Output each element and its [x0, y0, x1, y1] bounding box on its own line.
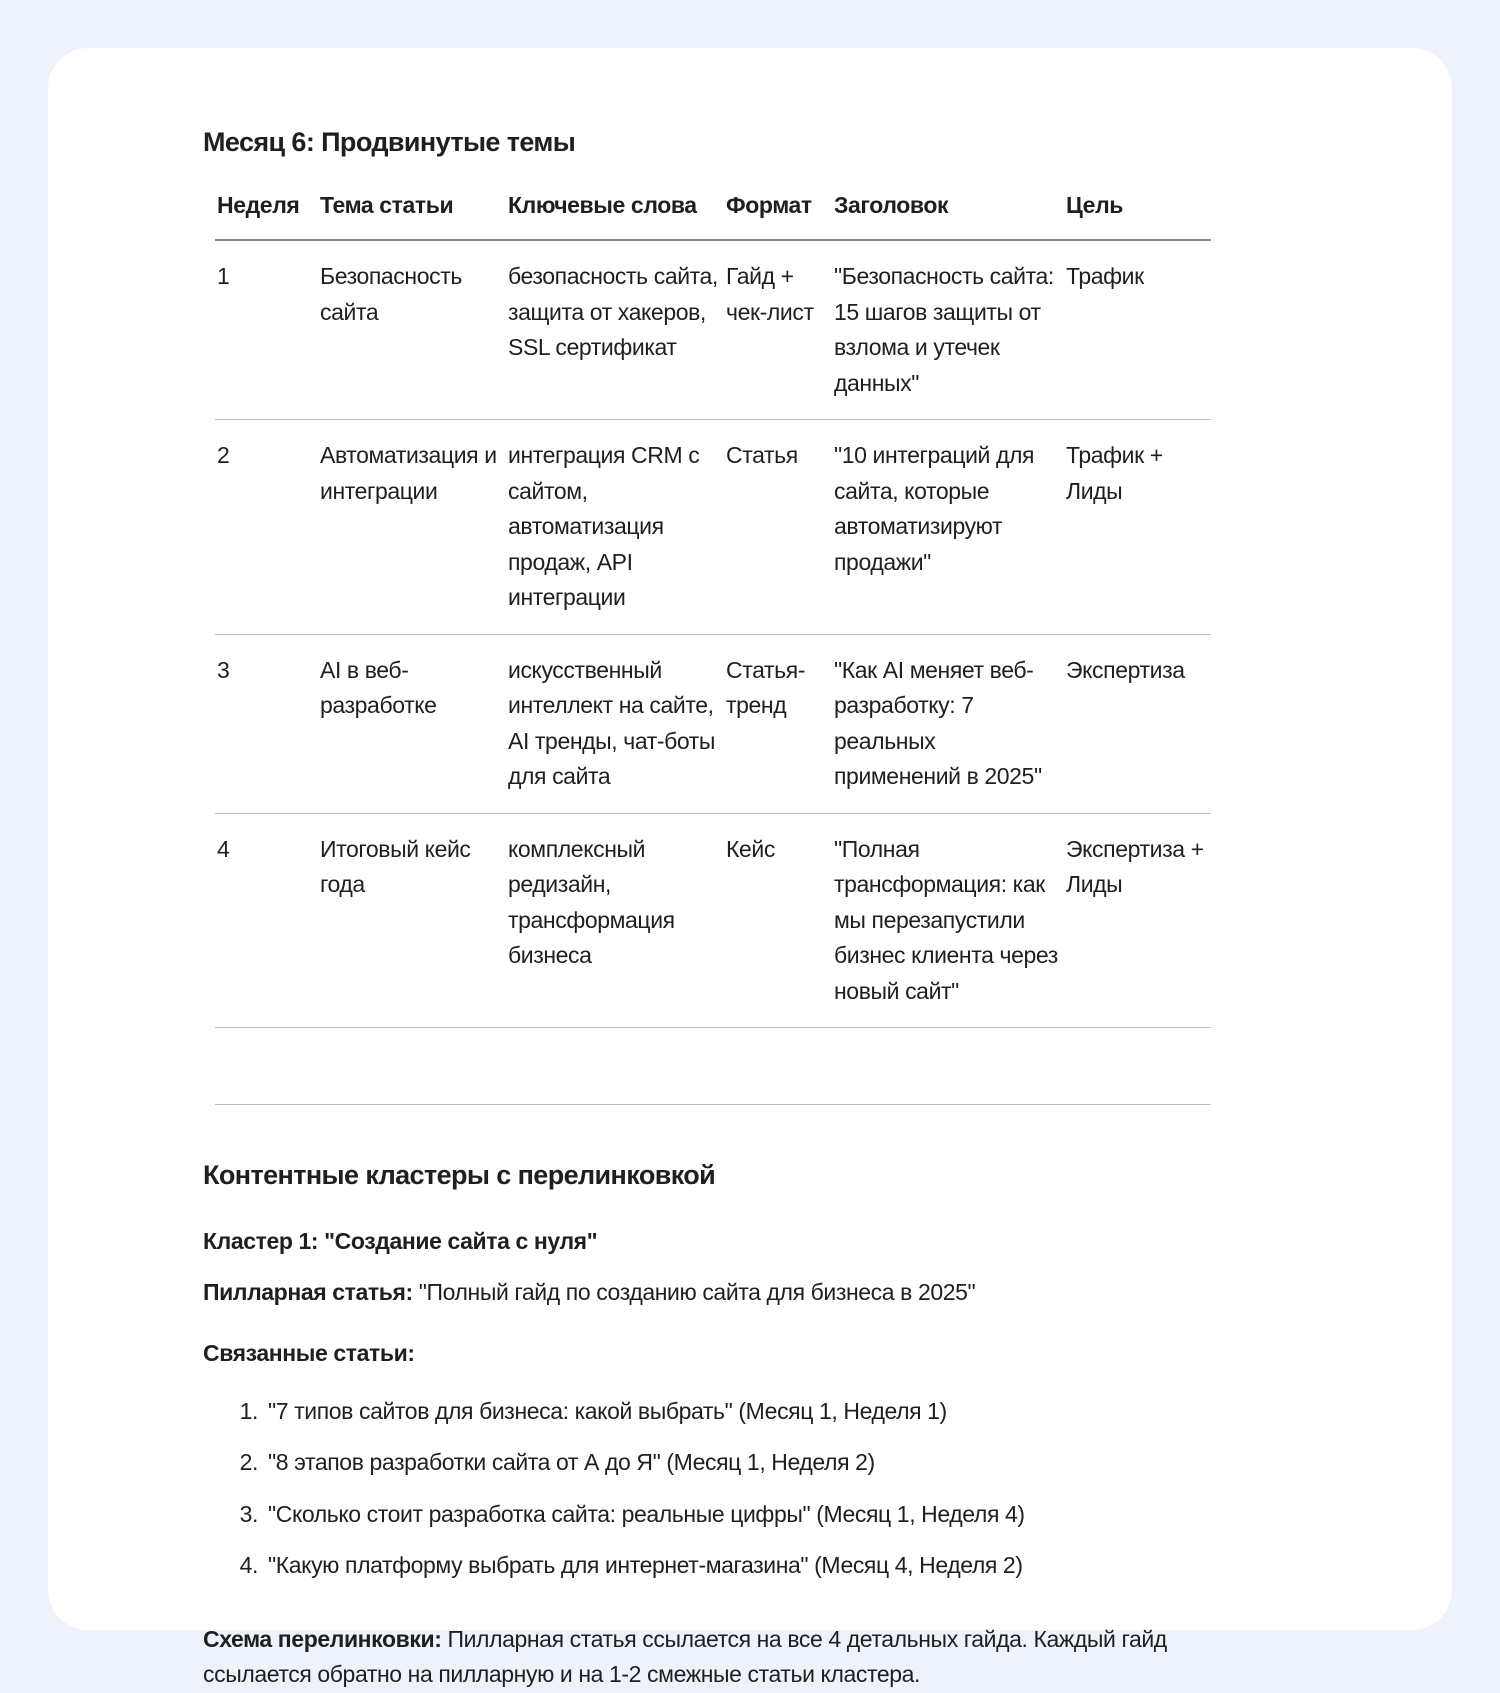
cell-headline: "Безопасность сайта: 15 шагов защиты от взлома и утечек данных": [832, 240, 1064, 420]
related-label: Связанные статьи:: [203, 1340, 415, 1367]
document-card: [48, 48, 1452, 1688]
table-row: [215, 634, 1211, 813]
cluster1-title: Кластер 1: "Создание сайта с нуля": [203, 1227, 598, 1254]
scheme-value: Пилларная статья ссылается на все 4 детальных гайда. Каждый гайд ссылается обратно на пилларную и на 1-2 смежные статьи кластера.: [203, 1625, 1167, 1688]
cell-headline: "10 интеграций для сайта, которые автоматизируют продажи": [832, 420, 1064, 635]
header-topic: Тема статьи: [318, 178, 506, 240]
related-articles-list: [203, 1394, 1203, 1584]
header-week: Неделя: [215, 178, 318, 240]
cell-keywords: интеграция CRM с сайтом, автоматизация продаж, API интеграции: [506, 420, 724, 635]
cell-format: Статья: [724, 420, 832, 635]
cell-topic: AI в веб-разработке: [318, 634, 506, 813]
cell-topic: Итоговый кейс года: [318, 813, 506, 1028]
header-goal: Цель: [1064, 178, 1211, 240]
cell-format: Гайд + чек-лист: [724, 240, 832, 420]
cell-goal: Экспертиза + Лиды: [1064, 813, 1211, 1028]
list-item: 3. "Сколько стоит разработка сайта: реальные цифры" (Месяц 1, Неделя 4): [264, 1497, 1203, 1533]
header-headline: Заголовок: [832, 178, 1064, 240]
list-item: 2. "8 этапов разработки сайта от А до Я" (Месяц 1, Неделя 2): [264, 1445, 1203, 1481]
cell-week: 1: [215, 240, 318, 420]
cell-headline: "Как AI меняет веб-разработку: 7 реальных применений в 2025": [832, 634, 1064, 813]
clusters-title: Контентные кластеры с перелинковкой: [203, 1160, 716, 1191]
table-empty-row: [215, 1028, 1211, 1105]
cell-keywords: комплексный редизайн, трансформация бизнеса: [506, 813, 724, 1028]
cell-format: Статья-тренд: [724, 634, 832, 813]
month6-table: [215, 178, 1211, 1105]
table-header-row: [215, 178, 1211, 240]
header-format: Формат: [724, 178, 832, 240]
list-item: 4. "Какую платформу выбрать для интернет-магазина" (Месяц 4, Неделя 2): [264, 1548, 1203, 1584]
cell-headline: "Полная трансформация: как мы перезапустили бизнес клиента через новый сайт": [832, 813, 1064, 1028]
cell-keywords: безопасность сайта, защита от хакеров, SSL сертификат: [506, 240, 724, 420]
cell-week: 3: [215, 634, 318, 813]
table-row: [215, 240, 1211, 420]
cell-topic: Безопасность сайта: [318, 240, 506, 420]
cell-keywords: искусственный интеллект на сайте, AI тренды, чат-боты для сайта: [506, 634, 724, 813]
cell-goal: Трафик + Лиды: [1064, 420, 1211, 635]
table-row: [215, 813, 1211, 1028]
document-content: [203, 78, 1203, 1693]
cell-goal: Трафик: [1064, 240, 1211, 420]
cell-week: 4: [215, 813, 318, 1028]
header-keywords: Ключевые слова: [506, 178, 724, 240]
pillar-article: [203, 1275, 1203, 1311]
related-articles-heading: [203, 1336, 1203, 1372]
cell-week: 2: [215, 420, 318, 635]
linking-scheme: [203, 1622, 1203, 1693]
cell-format: Кейс: [724, 813, 832, 1028]
table-row: [215, 420, 1211, 635]
cell-goal: Экспертиза: [1064, 634, 1211, 813]
pillar-value: "Полный гайд по созданию сайта для бизнеса в 2025": [412, 1278, 976, 1305]
scheme-label: Схема перелинковки:: [203, 1625, 442, 1652]
list-item: 1. "7 типов сайтов для бизнеса: какой выбрать" (Месяц 1, Неделя 1): [264, 1394, 1203, 1430]
pillar-label: Пилларная статья:: [203, 1278, 413, 1305]
cell-topic: Автоматизация и интеграции: [318, 420, 506, 635]
month6-title: Месяц 6: Продвинутые темы: [203, 127, 576, 157]
